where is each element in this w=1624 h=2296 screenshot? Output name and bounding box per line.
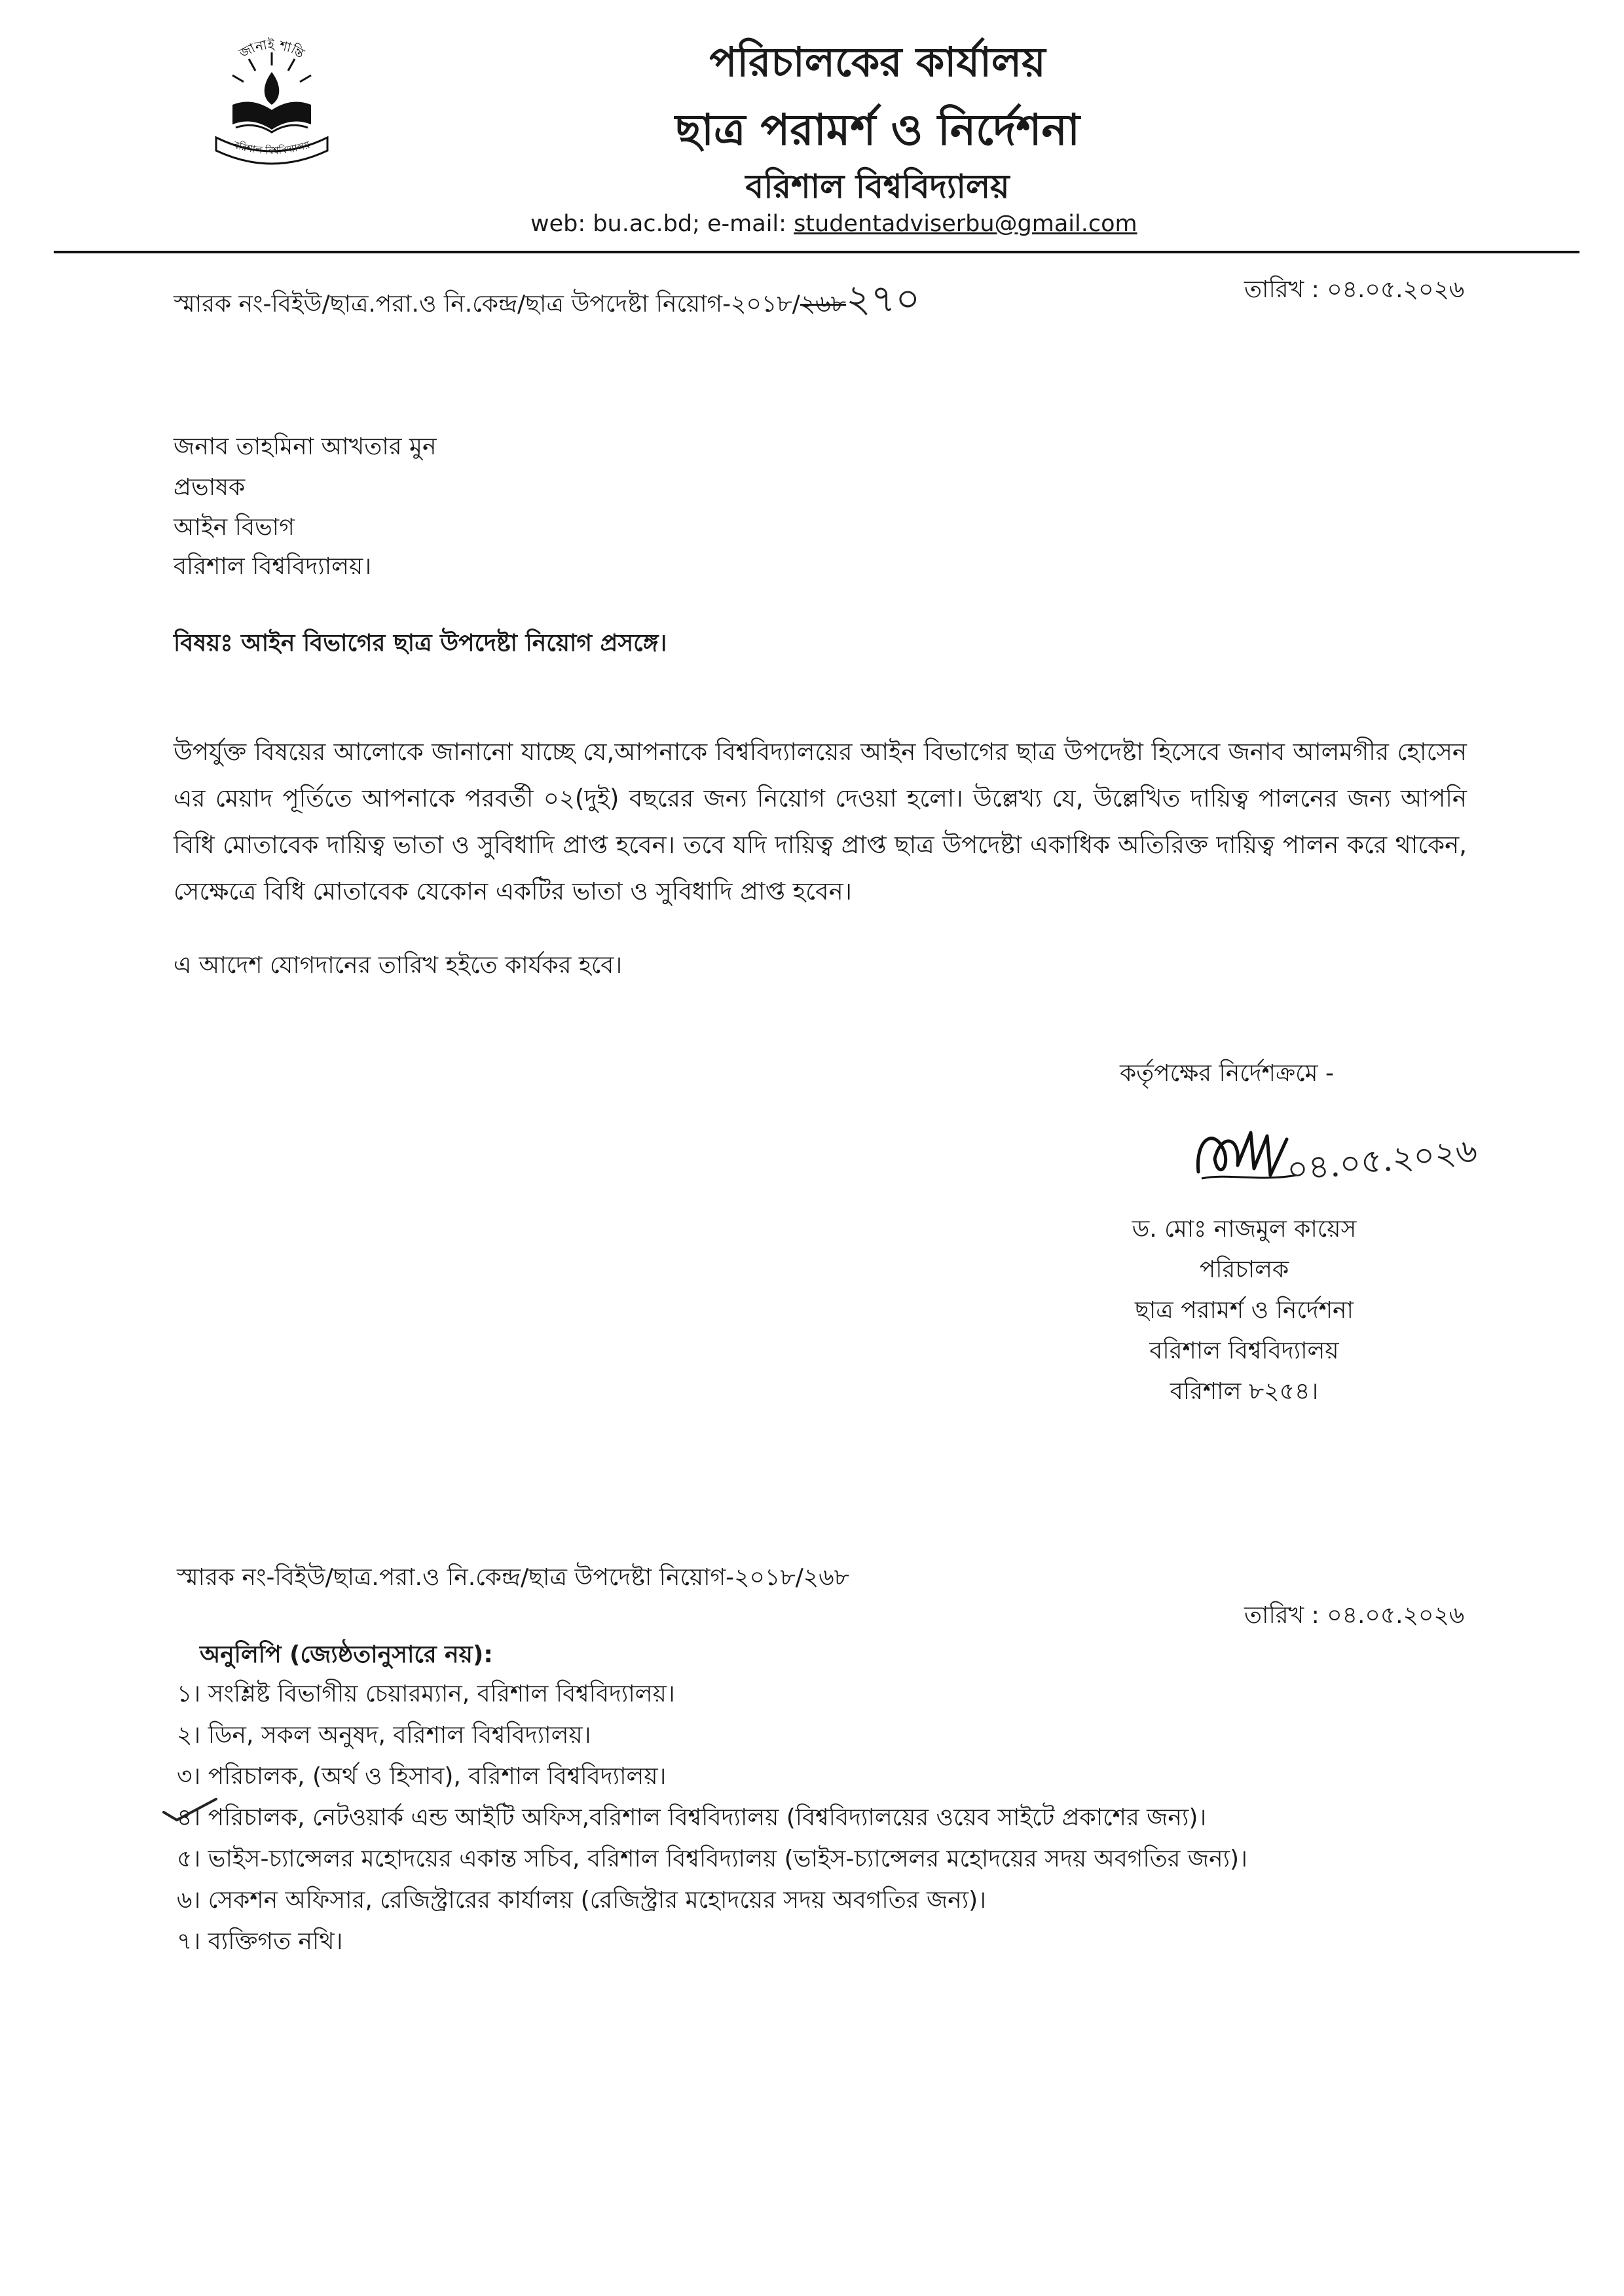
web-text: web: bu.ac.bd; e-mail: [530, 211, 794, 237]
by-order-text: কর্তৃপক্ষের নির্দেশক্রমে - [1120, 1060, 1334, 1087]
copy-list-item: ১। সংশ্লিষ্ট বিভাগীয় চেয়ারম্যান, বরিশাল বিশ্ববিদ্যালয়। [177, 1681, 675, 1707]
recipient-designation: প্রভাষক [174, 474, 246, 501]
department-title: ছাত্র পরামর্শ ও নির্দেশনা [674, 105, 1080, 155]
office-title: পরিচালকের কার্যালয় [709, 38, 1046, 86]
memo-ref [174, 270, 920, 333]
email-link[interactable]: studentadviserbu@gmail.com [794, 211, 1137, 237]
copy-list-item: ৪। পরিচালক, নেটওয়ার্ক এন্ড আইটি অফিস,বরিশাল বিশ্ববিদ্যালয় (বিশ্ববিদ্যালয়ের ওয়েব সাইটে প্রকাশের জন্য)। [177, 1804, 1207, 1831]
copy-list-item: ২। ডিন, সকল অনুষদ, বরিশাল বিশ্ববিদ্যালয়। [177, 1722, 591, 1749]
recipient-department: আইন বিভাগ [174, 514, 295, 541]
copy-list-item: ৬। সেকশন অফিসার, রেজিস্ট্রারের কার্যালয় (রেজিস্ট্রার মহোদয়ের সদয় অবগতির জন্য)। [177, 1887, 987, 1914]
signatory-designation: পরিচালক [1199, 1256, 1289, 1283]
copy-ref: স্মারক নং-বিইউ/ছাত্র.পরা.ও নি.কেন্দ্র/ছাত্র উপদেষ্টা নিয়োগ-২০১৮/২৬৮ [177, 1564, 849, 1591]
effective-line: এ আদেশ যোগদানের তারিখ হইতে কার্যকর হবে। [174, 952, 623, 979]
header-divider [54, 251, 1579, 253]
copy-list-item: ৫। ভাইস-চ্যান্সেলর মহোদয়ের একান্ত সচিব, বরিশাল বিশ্ববিদ্যালয় (ভাইস-চ্যান্সেলর মহোদয়ের সদয় অবগতির জন্য)। [177, 1846, 1247, 1872]
recipient-name: জনাব তাহমিনা আখতার মুন [174, 433, 437, 460]
check-mark [160, 1794, 219, 1827]
memo-ref-struck: ২৬৮ [800, 291, 846, 318]
body-paragraph: উপর্যুক্ত বিষয়ের আলোকে জানানো যাচ্ছে যে,আপনাকে বিশ্ববিদ্যালয়ের আইন বিভাগের ছাত্র উপদেষ্টা হিসেবে জনাব আলমগীর হোসেন এর মেয়াদ পূর্তিতে আপনাকে পরবর্তী ০২(দুই) বছরের জন্য নিয়োগ দেওয়া হলো। উল্লেখ্য যে, উল্লেখিত দায়িত্ব পালনের জন্য আপনি বিধি মোতাবেক দায়িত্ব ভাতা ও সুবিধাদি প্রাপ্ত হবেন। তবে যদি দায়িত্ব প্রাপ্ত ছাত্র উপদেষ্টা একাধিক অতিরিক্ত দায়িত্ব পালন করে থাকেন, সেক্ষেত্রে বিধি মোতাবেক যেকোন একটির ভাতা ও সুবিধাদি প্রাপ্ত হবেন। [174, 738, 1467, 905]
logo-top-text: জানাই শান্তি [236, 36, 308, 62]
subject-line: বিষয়ঃ আইন বিভাগের ছাত্র উপদেষ্টা নিয়োগ প্রসঙ্গে। [174, 630, 667, 657]
memo-ref-handwritten: ২৭০ [846, 276, 921, 321]
signatory-name: ড. মোঃ নাজমুল কায়েস [1132, 1216, 1357, 1243]
memo-ref-text: স্মারক নং-বিইউ/ছাত্র.পরা.ও নি.কেন্দ্র/ছাত্র উপদেষ্টা নিয়োগ-২০১৮/ [174, 291, 800, 318]
copy-list-item: ৩। পরিচালক, (অর্থ ও হিসাব), বরিশাল বিশ্ববিদ্যালয়। [177, 1763, 667, 1790]
copy-list-item: ৭। ব্যক্তিগত নথি। [177, 1928, 343, 1955]
signatory-city: বরিশাল ৮২৫৪। [1170, 1378, 1319, 1405]
university-title: বরিশাল বিশ্ববিদ্যালয় [745, 168, 1010, 206]
copy-date: তারিখ : ০৪.০৫.২০২৬ [1244, 1602, 1465, 1629]
recipient-university: বরিশাল বিশ্ববিদ্যালয়। [174, 553, 372, 580]
signature-date: ০৪.০৫.২০২৬ [1285, 1131, 1479, 1190]
memo-date: তারিখ : ০৪.০৫.২০২৬ [1244, 276, 1465, 303]
copy-heading: অনুলিপি (জ্যেষ্ঠতানুসারে নয়): [200, 1641, 493, 1668]
signatory-university: বরিশাল বিশ্ববিদ্যালয় [1149, 1338, 1339, 1364]
contact-line [530, 211, 1137, 237]
signatory-department: ছাত্র পরামর্শ ও নির্দেশনা [1135, 1297, 1354, 1324]
copy-list [177, 1676, 1247, 1965]
logo-bottom-text: বরিশাল বিশ্ববিদ্যালয় [232, 138, 312, 157]
